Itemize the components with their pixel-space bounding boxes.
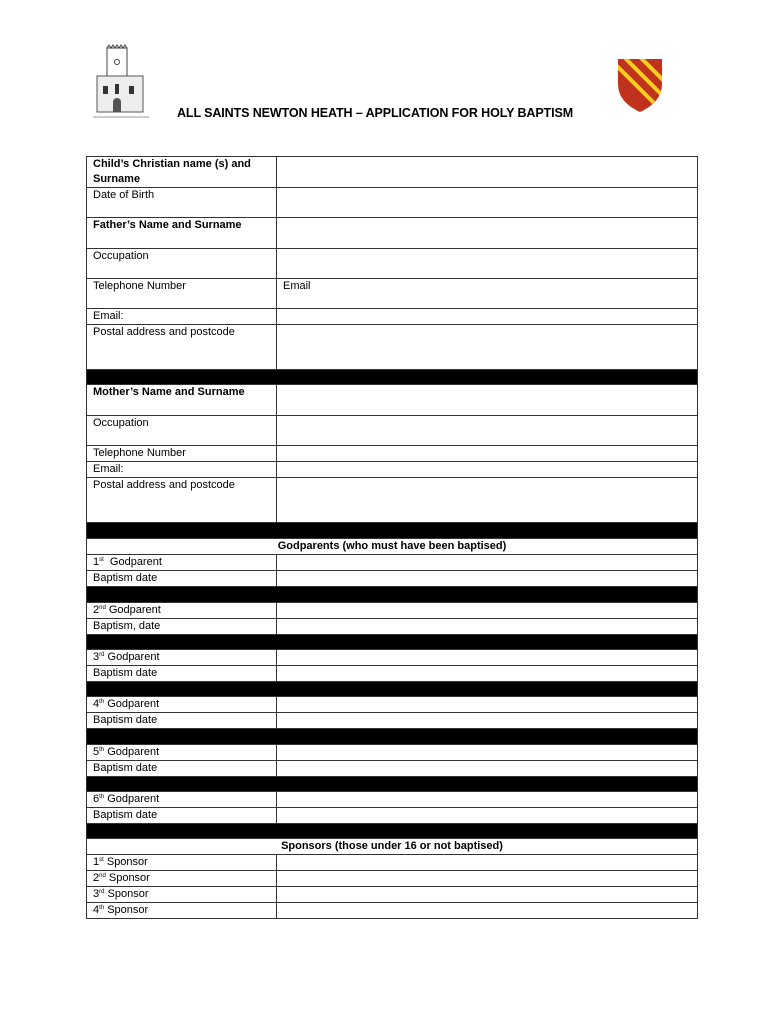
- separator-bar: [87, 729, 698, 745]
- field-input[interactable]: [277, 792, 698, 808]
- field-label: Email:: [87, 462, 277, 478]
- form-row: [87, 792, 698, 808]
- separator-row: [87, 682, 698, 697]
- field-label: Date of Birth: [87, 188, 277, 218]
- separator-row: [87, 729, 698, 745]
- field-label: Email:: [87, 309, 277, 325]
- field-input[interactable]: [277, 249, 698, 279]
- form-row: [87, 666, 698, 682]
- label-text: Godparent: [103, 556, 162, 568]
- section-header: Sponsors (those under 16 or not baptised): [87, 839, 698, 855]
- section-header-row: [87, 539, 698, 555]
- ordinal-number: 2: [93, 604, 100, 616]
- ordinal-number: 4: [93, 904, 100, 916]
- form-row: [87, 571, 698, 587]
- field-label: Occupation: [87, 416, 277, 446]
- separator-bar: [87, 777, 698, 792]
- field-label: Postal address and postcode: [87, 325, 277, 370]
- separator-row: [87, 777, 698, 792]
- field-label: [87, 650, 277, 666]
- field-input[interactable]: [277, 188, 698, 218]
- separator-row: [87, 635, 698, 650]
- field-input[interactable]: [277, 385, 698, 416]
- ordinal-suffix: th: [99, 699, 105, 705]
- field-input[interactable]: [277, 808, 698, 824]
- field-label: [87, 855, 277, 871]
- label-text: Sponsor: [103, 856, 148, 868]
- field-label: Baptism date: [87, 571, 277, 587]
- ordinal-number: 2: [93, 872, 100, 884]
- field-input[interactable]: [277, 761, 698, 777]
- separator-bar: [87, 370, 698, 385]
- field-label: Baptism date: [87, 713, 277, 729]
- ordinal-number: 3: [93, 888, 100, 900]
- form-row: [87, 745, 698, 761]
- field-label: Baptism date: [87, 761, 277, 777]
- field-input[interactable]: [277, 157, 698, 188]
- form-row: [87, 249, 698, 279]
- form-row: [87, 887, 698, 903]
- field-input[interactable]: [277, 416, 698, 446]
- field-label: [87, 745, 277, 761]
- separator-row: [87, 370, 698, 385]
- label-text: Sponsor: [104, 904, 149, 916]
- separator-bar: [87, 824, 698, 839]
- field-label: [87, 697, 277, 713]
- form-row: [87, 279, 698, 309]
- form-row: [87, 462, 698, 478]
- field-input[interactable]: [277, 462, 698, 478]
- ordinal-suffix: nd: [99, 873, 106, 879]
- form-row: [87, 903, 698, 919]
- form-row: [87, 697, 698, 713]
- field-label: [87, 903, 277, 919]
- section-header-row: [87, 839, 698, 855]
- form-row: [87, 603, 698, 619]
- field-label: Postal address and postcode: [87, 478, 277, 523]
- form-row: [87, 446, 698, 462]
- email-label: Email: [283, 280, 311, 292]
- field-label: Telephone Number: [87, 446, 277, 462]
- field-label: [87, 792, 277, 808]
- field-label: [87, 555, 277, 571]
- field-input[interactable]: [277, 555, 698, 571]
- field-label: Mother’s Name and Surname: [87, 385, 277, 416]
- field-input[interactable]: [277, 571, 698, 587]
- form-row: [87, 325, 698, 370]
- form-row: [87, 188, 698, 218]
- form-row: [87, 157, 698, 188]
- field-label: [87, 887, 277, 903]
- form-row: [87, 309, 698, 325]
- label-text: Sponsor: [104, 888, 149, 900]
- field-input[interactable]: [277, 603, 698, 619]
- label-text: Godparent: [105, 604, 161, 616]
- form-row: [87, 761, 698, 777]
- separator-row: [87, 824, 698, 839]
- field-input[interactable]: [277, 325, 698, 370]
- ordinal-suffix: th: [99, 794, 105, 800]
- separator-row: [87, 587, 698, 603]
- section-header: Godparents (who must have been baptised): [87, 539, 698, 555]
- field-input[interactable]: [277, 887, 698, 903]
- field-label: [87, 603, 277, 619]
- ordinal-number: 4: [93, 698, 100, 710]
- field-input[interactable]: [277, 650, 698, 666]
- field-input[interactable]: [277, 666, 698, 682]
- ordinal-suffix: st: [99, 557, 104, 563]
- field-label: Child’s Christian name (s) and Surname: [87, 157, 277, 188]
- field-input[interactable]: [277, 697, 698, 713]
- form-row: [87, 713, 698, 729]
- ordinal-suffix: rd: [99, 889, 105, 895]
- field-input[interactable]: [277, 478, 698, 523]
- field-input[interactable]: [277, 903, 698, 919]
- form-row: [87, 619, 698, 635]
- shield-logo: [617, 58, 663, 113]
- form-row: [87, 871, 698, 887]
- ordinal-number: 1: [93, 556, 100, 568]
- field-input[interactable]: [277, 309, 698, 325]
- church-logo: [93, 44, 149, 118]
- form-row: [87, 555, 698, 571]
- label-text: Godparent: [104, 793, 160, 805]
- separator-row: [87, 523, 698, 539]
- label-text: Godparent: [104, 651, 160, 663]
- ordinal-suffix: th: [99, 747, 105, 753]
- form-row: [87, 808, 698, 824]
- field-input[interactable]: [277, 218, 698, 249]
- field-input[interactable]: [277, 279, 698, 309]
- ordinal-suffix: st: [99, 857, 104, 863]
- separator-bar: [87, 587, 698, 603]
- label-text: Sponsor: [105, 872, 150, 884]
- form-row: [87, 385, 698, 416]
- field-input[interactable]: [277, 619, 698, 635]
- ordinal-suffix: th: [99, 905, 105, 911]
- label-text: Godparent: [104, 746, 160, 758]
- field-label: Baptism date: [87, 666, 277, 682]
- separator-bar: [87, 523, 698, 539]
- field-label: Baptism date: [87, 808, 277, 824]
- field-label: Telephone Number: [87, 279, 277, 309]
- ordinal-number: 5: [93, 746, 100, 758]
- page-title: ALL SAINTS NEWTON HEATH – APPLICATION FOR HOLY BAPTISM: [177, 106, 574, 120]
- form-row: [87, 478, 698, 523]
- field-label: Father’s Name and Surname: [87, 218, 277, 249]
- form-row: [87, 650, 698, 666]
- ordinal-number: 6: [93, 793, 100, 805]
- field-label: Baptism, date: [87, 619, 277, 635]
- ordinal-suffix: rd: [99, 652, 105, 658]
- label-text: Godparent: [104, 698, 160, 710]
- field-input[interactable]: [277, 855, 698, 871]
- baptism-application-form: [86, 156, 698, 919]
- separator-bar: [87, 682, 698, 697]
- form-row: [87, 416, 698, 446]
- ordinal-number: 1: [93, 856, 100, 868]
- separator-bar: [87, 635, 698, 650]
- form-row: [87, 855, 698, 871]
- ordinal-suffix: nd: [99, 605, 106, 611]
- field-label: [87, 871, 277, 887]
- field-label: Occupation: [87, 249, 277, 279]
- field-input[interactable]: [277, 745, 698, 761]
- form-row: [87, 218, 698, 249]
- field-input[interactable]: [277, 713, 698, 729]
- field-input[interactable]: [277, 446, 698, 462]
- field-input[interactable]: [277, 871, 698, 887]
- ordinal-number: 3: [93, 651, 100, 663]
